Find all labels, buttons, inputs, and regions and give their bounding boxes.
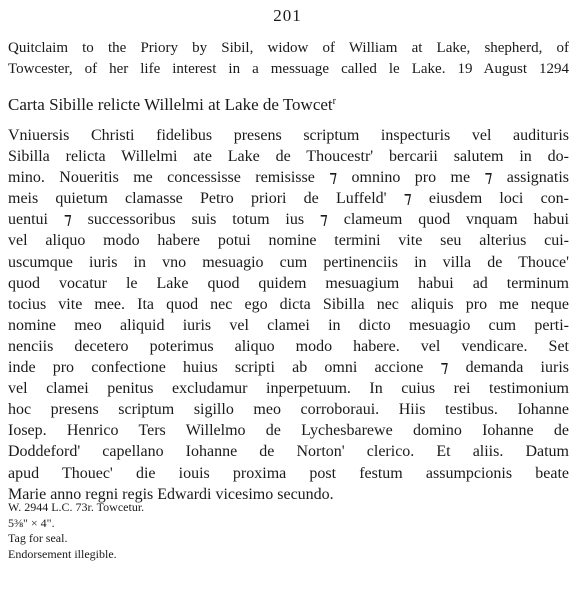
- body-line: vel clamei penitus excludamur inperpetuum. In cuius rei testimonium: [8, 380, 569, 398]
- body-line: vel aliquo modo habere potui nomine termini vite seu alterius cui-: [8, 232, 569, 250]
- note-endorsement: Endorsement illegible.: [8, 546, 117, 561]
- body-line: Vniuersis Christi fidelibus presens scriptum inspecturis vel audituris: [8, 127, 569, 144]
- body-line: tocius vite mee. Ita quod nec ego dicta Sibilla nec aliquis pro me neque: [8, 295, 569, 313]
- body-line: nomine meo aliquid iuris vel clamei in dicto mesuagio cum perti-: [8, 316, 569, 334]
- body-line: inde pro confectione huius scripti ab omni accione ⁊ demanda iuris: [8, 359, 569, 377]
- summary: [8, 38, 569, 80]
- charter-heading-superscript: r: [332, 96, 336, 107]
- summary-line: Quitclaim to the Priory by Sibil, widow of William at Lake, shepherd, of: [8, 40, 569, 56]
- charter-body: [8, 125, 569, 505]
- note-seal: Tag for seal.: [8, 531, 68, 545]
- body-line: mino. Noueritis me concessisse remisisse ⁊ omnino pro me ⁊ assignatis: [8, 169, 569, 187]
- body-line: apud Thouec' die iouis proxima post festum assumpcionis beate: [8, 464, 569, 482]
- body-line: meis quietum clamasse Petro priori de Luffeld' ⁊ eiusdem loci con-: [8, 190, 569, 208]
- summary-line: Towcester, of her life interest in a messuage called le Lake. 19 August 1294: [8, 61, 569, 77]
- body-line: Sibilla relicta Willelmi ate Lake de Thoucestr' bercarii salutem in do-: [8, 148, 569, 166]
- body-line: hoc presens scriptum sigillo meo corroboraui. Hiis testibus. Iohanne: [8, 401, 569, 419]
- archival-notes: [8, 500, 408, 562]
- body-line: uscumque iuris in vno mesuagio cum pertinenciis in villa de Thouce': [8, 253, 569, 271]
- body-line: Iosep. Henrico Ters Willelmo de Lychesbarewe domino Iohanne de: [8, 422, 569, 440]
- body-line: quod vocatur le Lake quod quidem mesuagium habui ad terminum: [8, 274, 569, 292]
- body-line: nenciis decetero poterimus aliquo modo habere. vel vendicare. Set: [8, 337, 569, 355]
- charter-heading: [8, 91, 569, 116]
- charter-heading-text: Carta Sibille relicte Willelmi at Lake de Towcet: [8, 95, 333, 114]
- body-line: Marie anno regni regis Edwardi vicesimo secundo.: [8, 485, 334, 503]
- body-line: uentui ⁊ successoribus suis totum ius ⁊ clameum quod vnquam habui: [8, 211, 569, 229]
- page-number: 201: [273, 6, 302, 25]
- note-reference: W. 2944 L.C. 73r. Towcetur.: [8, 500, 145, 514]
- body-line: Doddeford' capellano Iohanne de Norton' clerico. Et aliis. Datum: [8, 443, 569, 461]
- note-dimensions: 5⅜" × 4".: [8, 515, 55, 530]
